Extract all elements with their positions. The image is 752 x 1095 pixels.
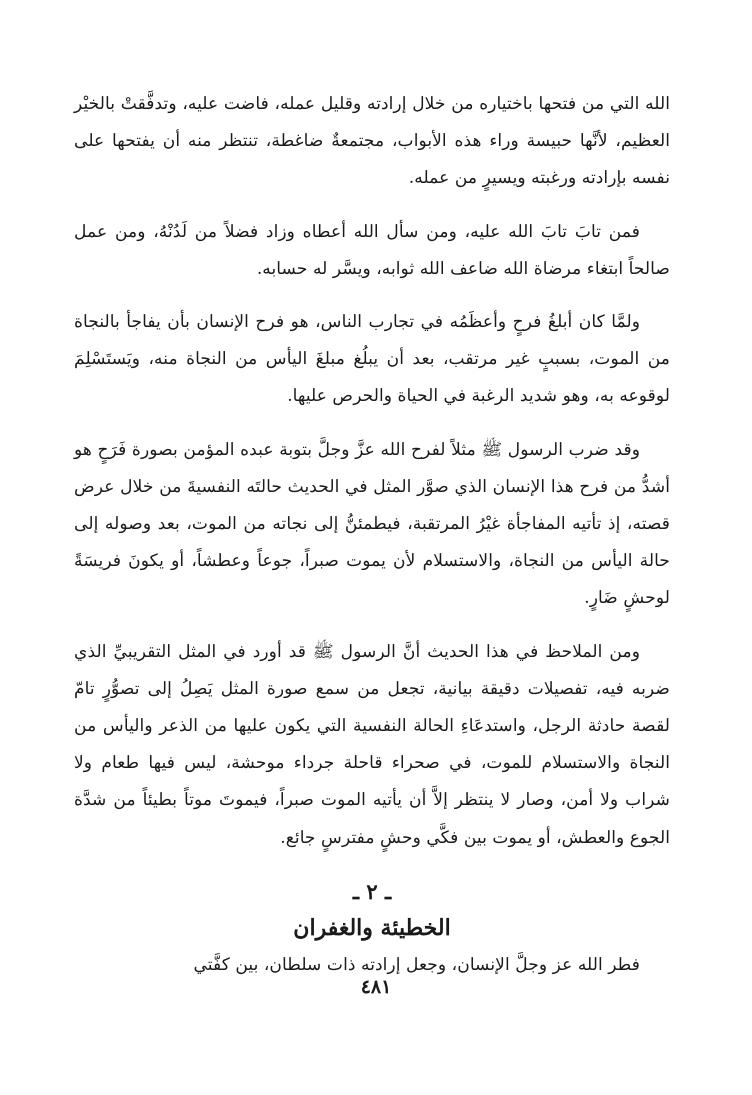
section-number: ـ ٢ ـ <box>352 878 392 904</box>
paragraph-4: وقد ضرب الرسول ﷺ مثلاً لفرح الله عزَّ وجلَّ بتوبة عبده المؤمن بصورة فَرَحٍ هو أشدُّ من فرح هذا الإنسان الذي صوَّر المثل في الحديث حالتَه النفسيةَ من خلال عرض قصته، إذ تأتيه المفاجأة غيْرُ المرتقبة، فيطمئنُّ إلى نجاته من الموت، بعد وصوله إلى حالة اليأس من النجاة، والاستسلام لأن يموت صبراً، جوعاً وعطشاً، أو يكونَ فريسَةً لوحشٍ ضَارٍ. <box>74 439 670 609</box>
section-title: الخطيئة والغفران <box>293 914 451 941</box>
paragraph-2: فمن تابَ تابَ الله عليه، ومن سأل الله أعطاه وزاد فضلاً من لَدُنْهُ، ومن عمل صالحاً ابتغاء مرضاة الله ضاعف الله ثوابه، ويسَّر له حسابه. <box>74 221 670 279</box>
page-number: ٤٨١ <box>360 976 392 998</box>
section-first-line: فطر الله عز وجلَّ الإنسان، وجعل إرادته ذات سلطان، بين كفَّتي <box>193 954 640 975</box>
page-body <box>74 86 670 984</box>
paragraph-1: الله التي من فتحها باختياره من خلال إرادته وقليل عمله، فاضت عليه، وتدفَّقتْ بالخيْر العظيم، لأنَّها حبيسة وراء هذه الأبواب، مجتمعةٌ ضاغطة، تنتظر منه أن يفتحها على نفسه بإرادته ورغبته ويسيرٍ من عمله. <box>74 94 670 189</box>
paragraph-3: ولمَّا كان أبلغُ فرحٍ وأعظَمُه في تجارب الناس، هو فرح الإنسان بأن يفاجأ بالنجاة من الموت، بسببٍ غير مرتقب، بعد أن يبلُغ مبلغَ اليأس من النجاة منه، ويَستَسْلِمَ لوقوعه به، وهو شديد الرغبة في الحياة والحرص عليها. <box>74 312 670 407</box>
paragraph-5: ومن الملاحظ في هذا الحديث أنَّ الرسول ﷺ قد أورد في المثل التقريبيِّ الذي ضربه فيه، تفصيلات دقيقة بيانية، تجعل من سمع صورة المثل يَصِلُ إلى تصوُّرٍ تامّ لقصة حادثة الرجل، واستدعَاءِ الحالة النفسية التي يكون عليها من الذعر واليأس من النجاة والاستسلام للموت، في صحراء قاحلة جرداء موحشة، ليس فيها طعام ولا شراب ولا أمن، وصار لا ينتظر إلاَّ أن يأتيه الموت صبراً، فيموتَ موتاً بطيئاً من شدَّة الجوع والعطش، أو يموت بين فكَّي وحشٍ مفترسٍ جائع. <box>74 641 670 848</box>
